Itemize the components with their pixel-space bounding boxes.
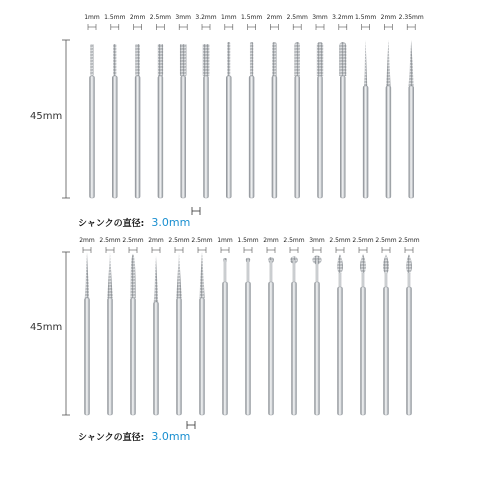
length-label-row1: 45mm — [30, 111, 63, 122]
bit-size-label-row2-7: 1mm — [217, 237, 233, 244]
bit-size-label-row2-9: 2mm — [263, 237, 279, 244]
bit-size-label-row1-10: 2.5mm — [286, 14, 308, 21]
drill-bit-row1-1 — [88, 24, 96, 198]
drill-bit-row1-14 — [384, 24, 392, 198]
bit-size-label-row1-3: 2mm — [129, 14, 146, 21]
drill-bit-row2-6 — [198, 247, 206, 415]
bit-size-label-row2-14: 2.5mm — [375, 237, 397, 244]
drill-bit-row2-14 — [382, 247, 390, 415]
bit-size-label-row1-14: 2mm — [380, 14, 397, 21]
drill-bit-row2-7 — [221, 247, 229, 415]
bit-size-label-row2-3: 2.5mm — [122, 237, 144, 244]
drill-bit-row2-5 — [175, 247, 183, 415]
drill-bit-row2-8 — [244, 247, 252, 415]
drill-bit-row1-8 — [248, 24, 256, 198]
shank-label-row2: シャンクの直径: — [78, 433, 145, 443]
bit-size-label-row1-6: 3.2mm — [195, 14, 217, 21]
bit-size-label-row2-12: 2.5mm — [329, 237, 351, 244]
drill-bit-row1-7 — [225, 24, 233, 198]
bit-size-label-row2-5: 2.5mm — [168, 237, 190, 244]
bit-size-label-row1-1: 1mm — [84, 14, 100, 21]
bit-size-label-row1-13: 1.5mm — [354, 14, 377, 21]
bit-size-label-row2-4: 2mm — [148, 237, 164, 244]
drill-bit-row1-9 — [270, 24, 278, 198]
shank-label-row1: シャンクの直径: — [78, 219, 145, 229]
drill-bit-row1-10 — [293, 24, 301, 198]
bit-size-label-row1-15: 2.35mm — [398, 14, 424, 21]
drill-bit-row1-2 — [111, 24, 119, 198]
bit-size-label-row2-6: 2.5mm — [191, 237, 213, 244]
shank-diameter-row2 — [78, 430, 190, 443]
bit-size-label-row2-8: 1.5mm — [237, 237, 259, 244]
drill-bit-row2-3 — [129, 247, 137, 415]
drill-bit-row2-15 — [405, 247, 413, 415]
drill-bit-row2-12 — [336, 247, 344, 415]
drill-bit-row1-11 — [316, 24, 324, 198]
shank-diameter-row1 — [78, 216, 190, 229]
drill-bit-row1-15 — [407, 24, 415, 198]
drill-bit-row2-1 — [83, 247, 91, 415]
shank-value-row2: 3.0mm — [151, 430, 191, 443]
length-label-row2: 45mm — [30, 322, 63, 333]
drill-bit-row2-11 — [313, 247, 322, 415]
bit-size-label-row1-12: 3.2mm — [332, 14, 354, 21]
drill-bit-row2-9 — [267, 247, 275, 415]
bit-size-label-row2-11: 3mm — [309, 237, 325, 244]
bit-size-label-row2-15: 2.5mm — [398, 237, 420, 244]
drill-bit-row1-4 — [156, 24, 164, 198]
drill-bit-row2-4 — [152, 247, 160, 415]
bit-size-label-row2-10: 2.5mm — [283, 237, 305, 244]
drill-bit-row1-5 — [179, 24, 187, 198]
drill-bit-row2-13 — [359, 247, 367, 415]
bit-size-label-row1-9: 2mm — [266, 14, 283, 21]
bit-size-label-row1-4: 2.5mm — [149, 14, 172, 21]
bit-size-label-row1-7: 1mm — [221, 14, 237, 21]
drill-bit-row1-13 — [362, 24, 370, 198]
drill-bit-row2-2 — [106, 247, 114, 415]
drill-bit-row1-3 — [134, 24, 142, 198]
drill-bit-row1-6 — [202, 24, 210, 198]
drill-bit-row2-10 — [290, 247, 298, 415]
bit-size-label-row2-13: 2.5mm — [352, 237, 374, 244]
bit-size-label-row2-2: 2.5mm — [99, 237, 121, 244]
bit-size-label-row1-8: 1.5mm — [240, 14, 263, 21]
drill-bit-row1-12 — [339, 24, 347, 198]
shank-value-row1: 3.0mm — [151, 216, 191, 229]
bit-size-label-row1-5: 3mm — [175, 14, 191, 21]
bit-size-label-row1-11: 3mm — [312, 14, 328, 21]
bit-size-label-row2-1: 2mm — [79, 237, 95, 244]
bit-size-label-row1-2: 1.5mm — [104, 14, 126, 21]
